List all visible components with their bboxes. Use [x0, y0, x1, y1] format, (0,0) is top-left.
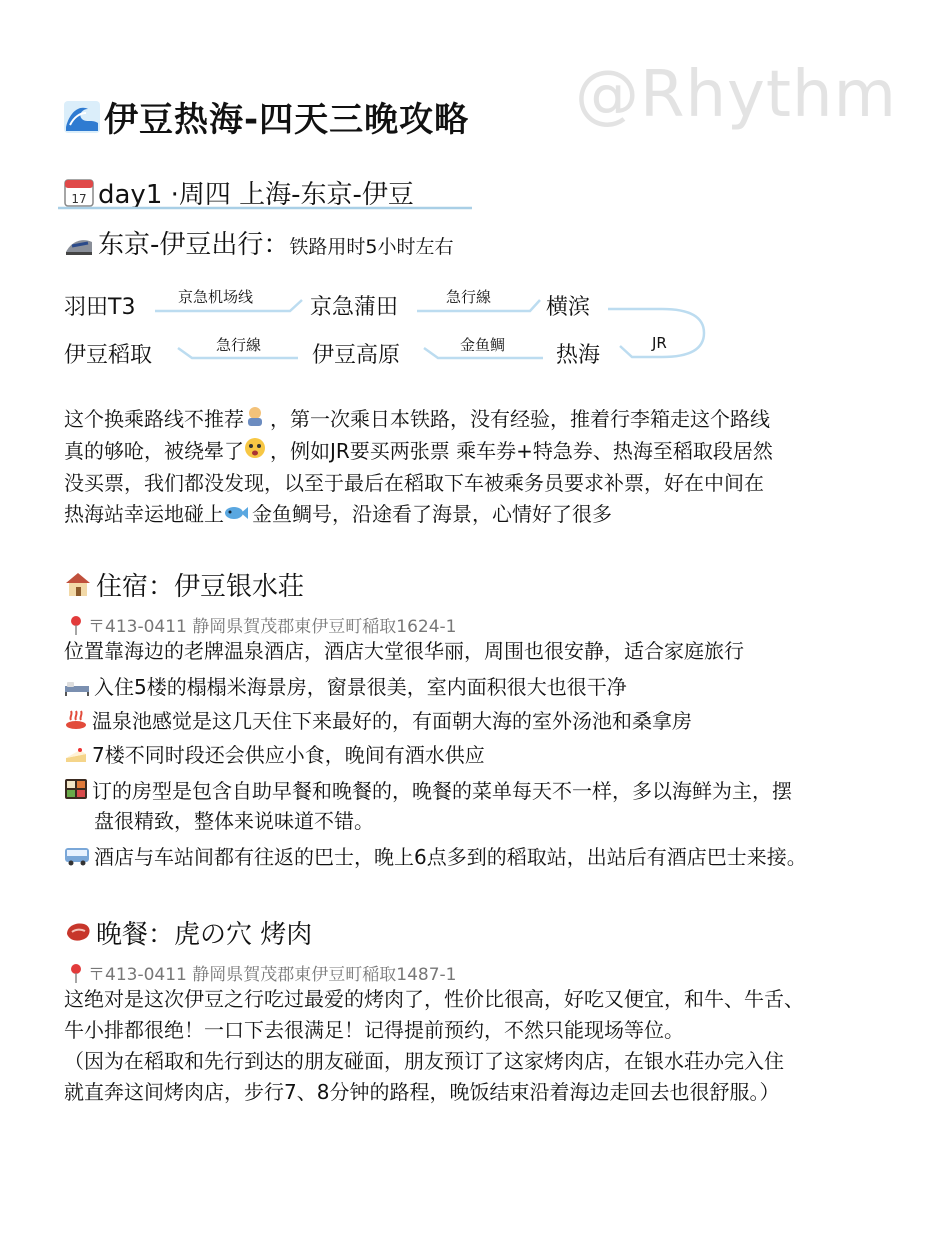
page-title: 伊豆热海-四天三晚攻略 [64, 92, 469, 142]
bed-icon [64, 674, 90, 704]
svg-text:17: 17 [71, 192, 87, 206]
lodging-address: 〒413-0411 静岡県賀茂郡東伊豆町稲取1624-1 [68, 612, 456, 640]
lodging-description: 位置靠海边的老牌温泉酒店，酒店大堂很华丽，周围也很安静，适合家庭旅行 [64, 639, 744, 663]
watermark: @Rhythm [575, 58, 897, 132]
station-atami: 热海 [556, 343, 601, 368]
station-izu-kogen: 伊豆高原 [312, 343, 401, 368]
day1-heading: 17 day1 ·周四 上海-东京-伊豆 [64, 174, 414, 214]
line-label: 急行線 [446, 288, 492, 306]
station-haneda: 羽田T3 [64, 295, 136, 320]
transfer-paragraph: 这个换乘路线不推荐 ，第一次乘日本铁路，没有经验，推着行李箱走这个路线 真的够呛，被绕晕了 ，例如JR要买两张票 乘车券+特急券、热海至稻取段居然 没买票，我们都没发现，以至于最后在稻取下车被乘务员要求补票，好在中间在 热海站幸运地碰上 金鱼鲷号，沿途看了海景，心情好了很多 [64, 404, 884, 531]
station-izu-inatori: 伊豆稻取 [64, 343, 153, 368]
transport-heading: 东京-伊豆出行：铁路用时5小时左右 [64, 224, 453, 262]
line-label: 京急机场线 [178, 288, 254, 306]
station-keikyu-kamata: 京急蒲田 [310, 295, 399, 320]
list-item: 订的房型是包含自助早餐和晚餐的，晚餐的菜单每天不一样，多以海鲜为主，摆 [64, 776, 792, 808]
lodging-heading: 住宿：伊豆银水荘 [64, 566, 304, 604]
bus-icon [64, 844, 90, 874]
line-label: 急行線 [216, 336, 262, 354]
hot-spring-icon [64, 708, 88, 738]
list-item: 7楼不同时段还会供应小食，晚间有酒水供应 [64, 740, 485, 772]
dizzy-face-icon [244, 437, 266, 468]
line-label: 金鱼鲷 [460, 336, 506, 354]
fish-icon [224, 500, 248, 531]
list-item-continuation: 盘很精致，整体来说味道不错。 [94, 809, 374, 833]
dinner-heading: 晚餐：虎の穴 烤肉 [64, 914, 312, 951]
list-item: 温泉池感觉是这几天住下来最好的，有面朝大海的室外汤池和桑拿房 [64, 706, 692, 738]
meat-icon [64, 920, 92, 951]
list-item: 入住5楼的榻榻米海景房，窗景很美，室内面积很大也很干净 [64, 672, 627, 704]
bento-icon [64, 778, 88, 808]
dinner-paragraph: 这绝对是这次伊豆之行吃过最爱的烤肉了，性价比很高，好吃又便宜，和牛、牛舌、 牛小排都很绝！一口下去很满足！记得提前预约，不然只能现场等位。 （因为在稻取和先行到达的朋友碰面，朋友预订了这家烤肉店，在银水荘办完入住 就直奔这间烤肉店，步行7、8分钟的路程，晚饭结束沿着海边走回去也很舒服。） [64, 987, 804, 1104]
dinner-address: 〒413-0411 静岡県賀茂郡東伊豆町稲取1487-1 [68, 960, 456, 988]
cake-icon [64, 742, 88, 772]
person-icon [244, 405, 266, 436]
station-yokohama: 横滨 [546, 295, 591, 320]
list-item: 酒店与车站间都有往返的巴士，晚上6点多到的稻取站，出站后有酒店巴士来接。 [64, 842, 807, 874]
line-label: JR [652, 334, 667, 352]
house-icon [64, 571, 92, 604]
